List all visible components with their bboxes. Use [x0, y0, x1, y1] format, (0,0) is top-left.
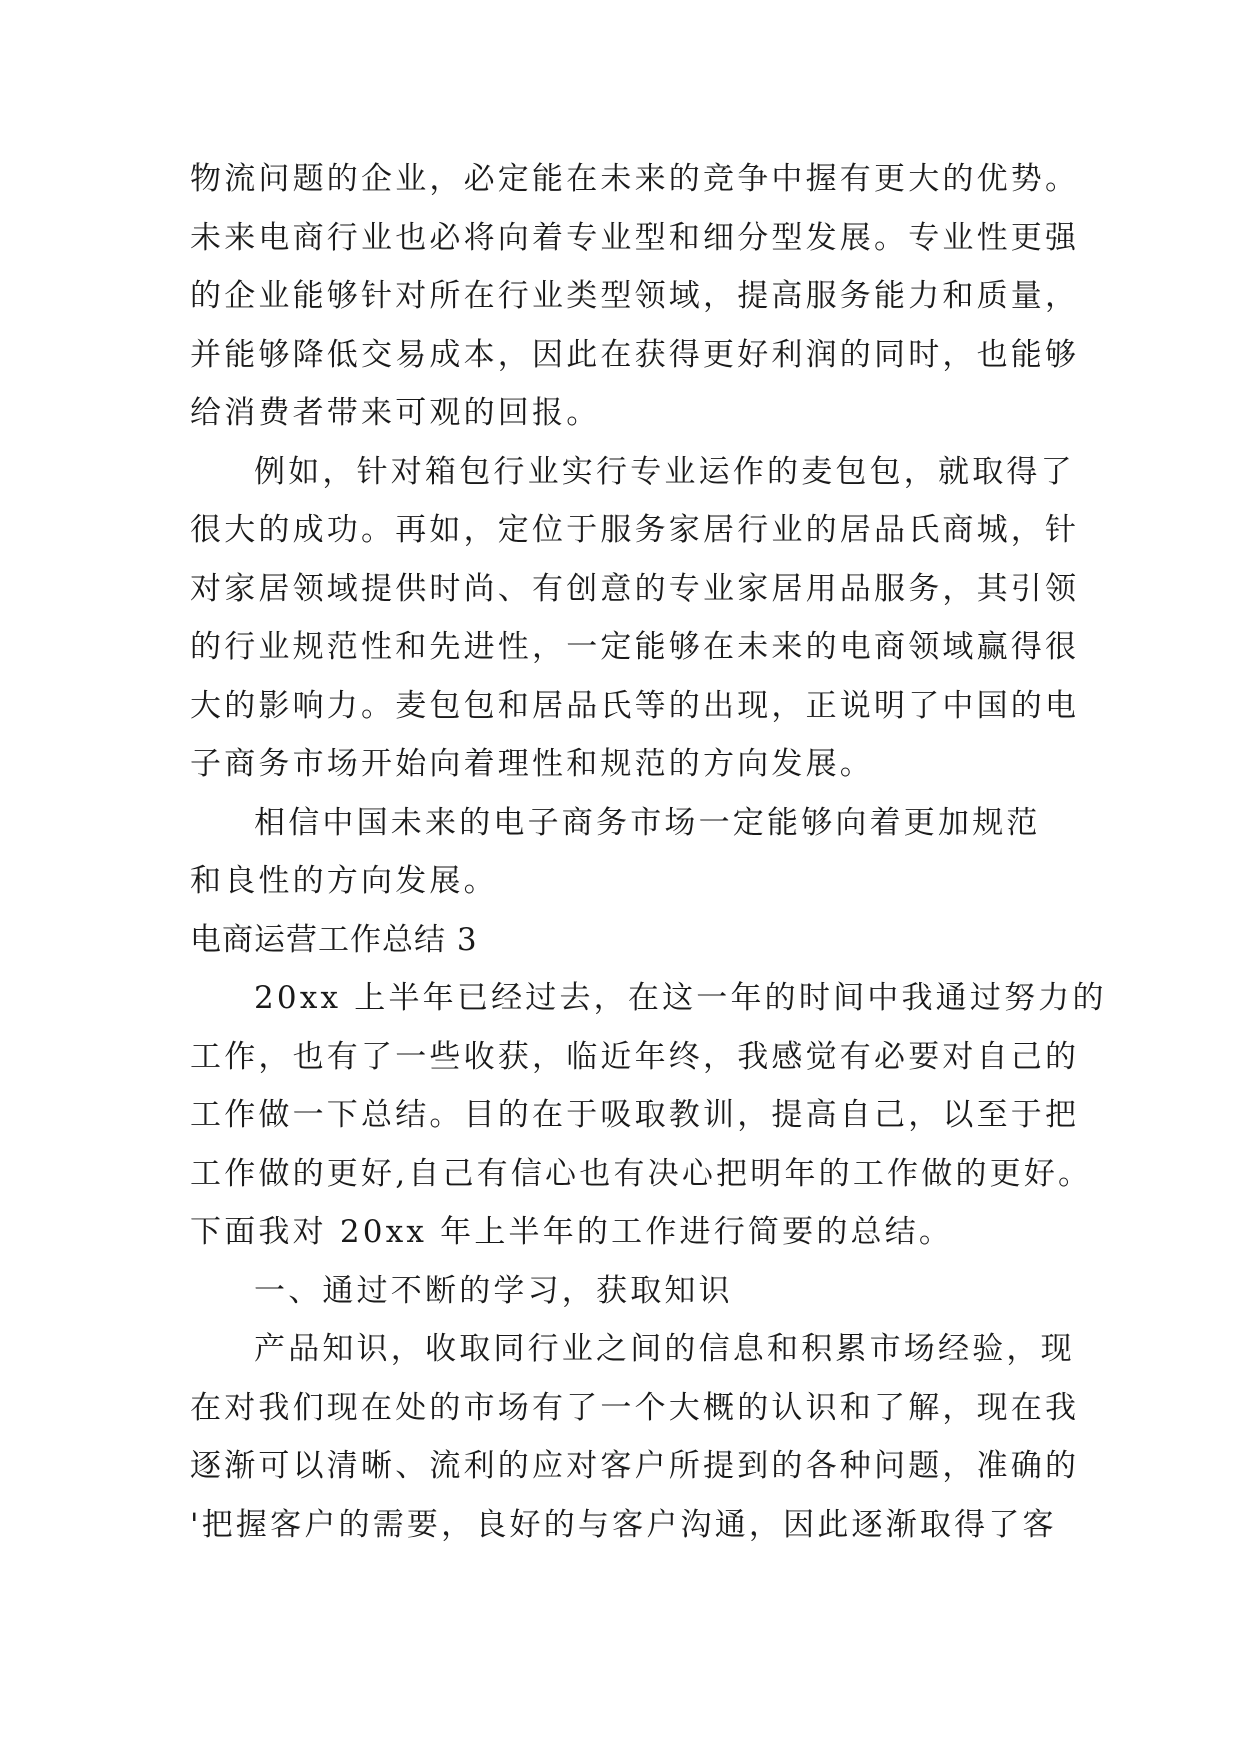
text-line: 产品知识，收取同行业之间的信息和积累市场经验，现: [254, 1331, 1075, 1367]
text-line: 对家居领域提供时尚、有创意的专业家居用品服务，其引领: [190, 570, 1080, 607]
text-line: 逐渐可以清晰、流利的应对客户所提到的各种问题，准确的: [190, 1448, 1080, 1484]
text-line: 在对我们现在处的市场有了一个大概的认识和了解，现在我: [190, 1389, 1080, 1426]
paragraph: [190, 794, 1070, 911]
text-line: 和良性的方向发展。: [190, 863, 498, 899]
text-line: 的行业规范性和先进性，一定能够在未来的电商领域赢得很: [190, 629, 1080, 665]
paragraph: [190, 443, 1080, 794]
text-line: 工作做的更好,自己有信心也有决心把明年的工作做的更好。: [190, 1155, 1093, 1192]
text-line: 并能够降低交易成本，因此在获得更好利润的同时，也能够: [190, 336, 1080, 373]
subheading-line: 一、通过不断的学习，获取知识: [254, 1272, 733, 1309]
paragraph: [190, 1320, 1080, 1554]
text-line: 大的影响力。麦包包和居品氏等的出现，正说明了中国的电: [190, 687, 1080, 724]
text-line: 工作，也有了一些收获，临近年终，我感觉有必要对自己的: [190, 1038, 1080, 1075]
text-line: 很大的成功。再如，定位于服务家居行业的居品氏商城，针: [190, 512, 1080, 548]
text-line: 物流问题的企业，必定能在未来的竞争中握有更大的优势。: [190, 161, 1080, 197]
text-line: 子商务市场开始向着理性和规范的方向发展。: [190, 746, 874, 782]
paragraph: [190, 969, 1107, 1262]
paragraph: [190, 1262, 1070, 1321]
text-line: 下面我对 20xx 年上半年的工作进行简要的总结。: [190, 1214, 954, 1250]
text-line: 相信中国未来的电子商务市场一定能够向着更加规范: [254, 804, 1041, 841]
text-line: 例如，针对箱包行业实行专业运作的麦包包，就取得了: [254, 453, 1075, 490]
text-line: 工作做一下总结。目的在于吸取教训，提高自己，以至于把: [190, 1097, 1080, 1133]
text-line: 给消费者带来可观的回报。: [190, 395, 601, 431]
paragraph: [190, 150, 1080, 443]
text-line: 的企业能够针对所在行业类型领域，提高服务能力和质量，: [190, 278, 1080, 314]
text-line: 未来电商行业也必将向着专业型和细分型发展。专业性更强: [190, 219, 1080, 256]
text-line: 20xx 上半年已经过去，在这一年的时间中我通过努力的: [254, 980, 1107, 1016]
document-page: [190, 150, 1107, 1554]
section-heading: 电商运营工作总结 3: [190, 921, 478, 958]
text-line: '把握客户的需要，良好的与客户沟通，因此逐渐取得了客: [190, 1506, 1057, 1543]
